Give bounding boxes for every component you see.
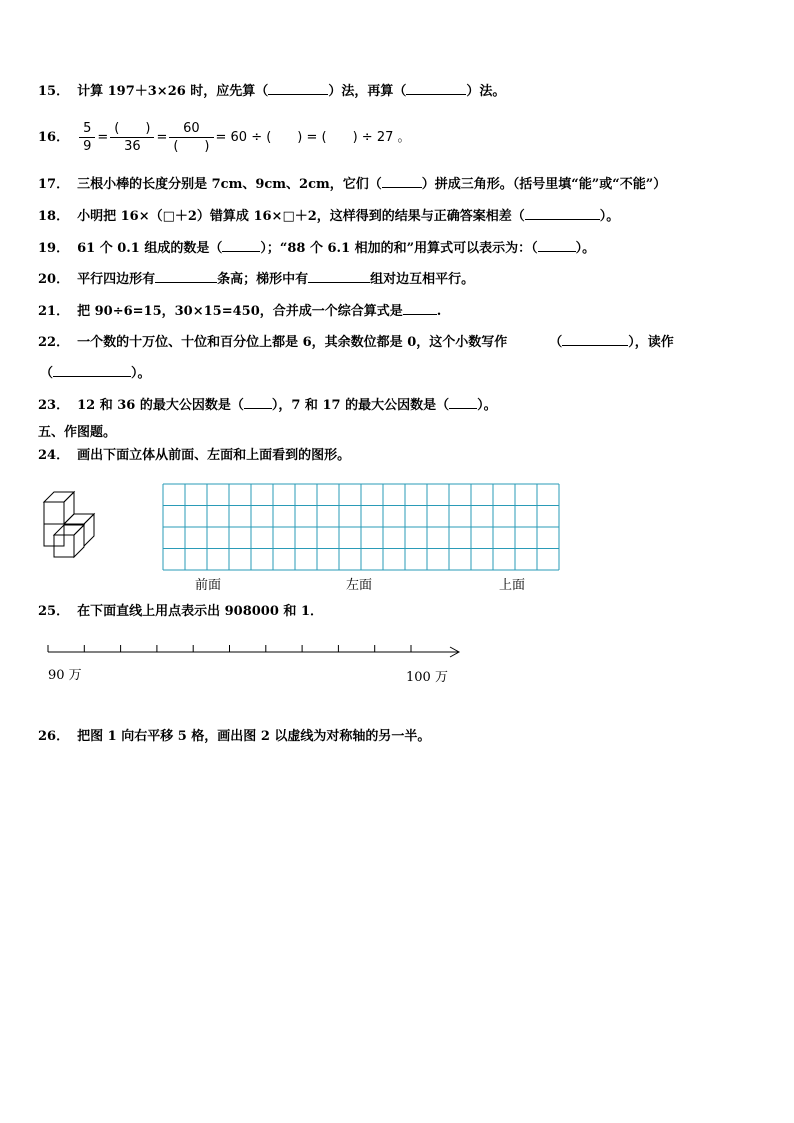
question-number: 21． xyxy=(38,304,70,319)
answer-blank[interactable] xyxy=(538,239,576,252)
answer-blank[interactable] xyxy=(525,207,600,220)
question-text: 小明把 16×（□＋2）错算成 16×□＋2，这样得到的结果与正确答案相差（ xyxy=(77,209,525,224)
question-text: 三根小棒的长度分别是 7cm、9cm、2cm，它们（ xyxy=(77,177,382,192)
answer-blank[interactable] xyxy=(268,82,328,95)
question-text: 平行四边形有 xyxy=(77,272,156,287)
question-text: 组对边互相平行。 xyxy=(370,272,475,287)
view-label-left: 左面 xyxy=(346,578,373,593)
question-22-line2 xyxy=(40,364,151,383)
question-number: 15． xyxy=(38,84,70,99)
question-15 xyxy=(38,82,505,101)
question-number: 25． xyxy=(38,604,70,619)
question-text: ），7 和 17 的最大公因数是（ xyxy=(271,398,450,413)
number-line-left-label: 90 万 xyxy=(48,668,82,683)
answer-blank[interactable] xyxy=(308,270,370,283)
question-text: 一个数的十万位、十位和百分位上都是 6，其余数位都是 0，这个小数写作 xyxy=(77,335,508,350)
question-text: ）。 xyxy=(131,366,151,381)
question-number: 26． xyxy=(38,729,70,744)
question-text: 计算 197＋3×26 时，应先算（ xyxy=(77,84,269,99)
fraction-blank-36[interactable]: $\frac{( )}{36}$ xyxy=(110,120,154,155)
question-text: 把 90÷6=15，30×15=450，合并成一个综合算式是 xyxy=(77,304,403,319)
question-26 xyxy=(38,728,430,746)
question-24 xyxy=(38,447,350,465)
question-number: 16． xyxy=(38,130,70,145)
question-21 xyxy=(38,302,441,321)
fraction-60-blank[interactable]: $\frac{60}{( )}$ xyxy=(169,120,213,155)
question-text: （ xyxy=(549,335,563,350)
question-text: ）。 xyxy=(477,398,497,413)
question-number: 19． xyxy=(38,241,70,256)
question-text: 画出下面立体从前面、左面和上面看到的图形。 xyxy=(77,448,351,463)
question-number: 18． xyxy=(38,209,70,224)
question-text: （ xyxy=(40,366,54,381)
answer-blank[interactable] xyxy=(449,396,477,409)
question-number: 22． xyxy=(38,335,70,350)
answer-blank[interactable] xyxy=(155,270,217,283)
cube-stack-figure xyxy=(40,490,102,562)
answer-blank[interactable] xyxy=(382,175,422,188)
section-heading: 五、作图题。 xyxy=(38,425,117,440)
fraction-5-9: $\frac{5}{9}$ xyxy=(79,120,95,155)
question-text: ）。 xyxy=(575,241,596,256)
question-text: 12 和 36 的最大公因数是（ xyxy=(77,398,244,413)
question-text: ），读作 xyxy=(628,335,674,350)
drawing-grid[interactable] xyxy=(162,483,560,573)
question-text: ）法。 xyxy=(466,84,506,99)
answer-blank[interactable] xyxy=(244,396,272,409)
question-text: 61 个 0.1 组成的数是（ xyxy=(77,241,223,256)
question-17 xyxy=(38,175,666,194)
answer-blank[interactable] xyxy=(403,302,437,315)
answer-blank[interactable] xyxy=(406,82,466,95)
question-number: 23． xyxy=(38,398,70,413)
question-19 xyxy=(38,239,595,258)
number-line-right-label: 100 万 xyxy=(406,670,448,685)
question-22 xyxy=(38,333,674,352)
equation-tail: = 60 ÷ ( ) = ( ) ÷ 27 。 xyxy=(215,130,411,145)
answer-blank[interactable] xyxy=(562,333,628,346)
view-label-front: 前面 xyxy=(195,578,222,593)
question-text: 条高；梯形中有 xyxy=(217,272,309,287)
question-text: 把图 1 向右平移 5 格，画出图 2 以虚线为对称轴的另一半。 xyxy=(77,729,431,744)
number-line[interactable] xyxy=(40,638,465,660)
question-text: ）拼成三角形。（括号里填“能”或“不能”） xyxy=(421,177,667,192)
question-text: . xyxy=(436,304,442,319)
question-18 xyxy=(38,207,619,226)
answer-blank[interactable] xyxy=(53,364,131,377)
question-text: ）；“88 个 6.1 相加的和”用算式可以表示为：（ xyxy=(260,241,538,256)
answer-blank[interactable] xyxy=(222,239,260,252)
question-16: 16． $\frac{5}{9}$ = $\frac{( )}{36}$ = $\frac{60}{( )}$ = 60 ÷ ( ) = ( ) ÷ 27 。 xyxy=(38,118,411,158)
question-number: 17． xyxy=(38,177,70,192)
view-label-top: 上面 xyxy=(499,578,526,593)
question-text: ）法，再算（ xyxy=(328,84,407,99)
question-text: ）。 xyxy=(599,209,620,224)
question-23 xyxy=(38,396,497,415)
question-number: 20． xyxy=(38,272,70,287)
question-25 xyxy=(38,603,323,621)
question-number: 24． xyxy=(38,448,70,463)
question-20 xyxy=(38,270,474,289)
question-text: 在下面直线上用点表示出 908000 和 1． xyxy=(77,604,323,619)
